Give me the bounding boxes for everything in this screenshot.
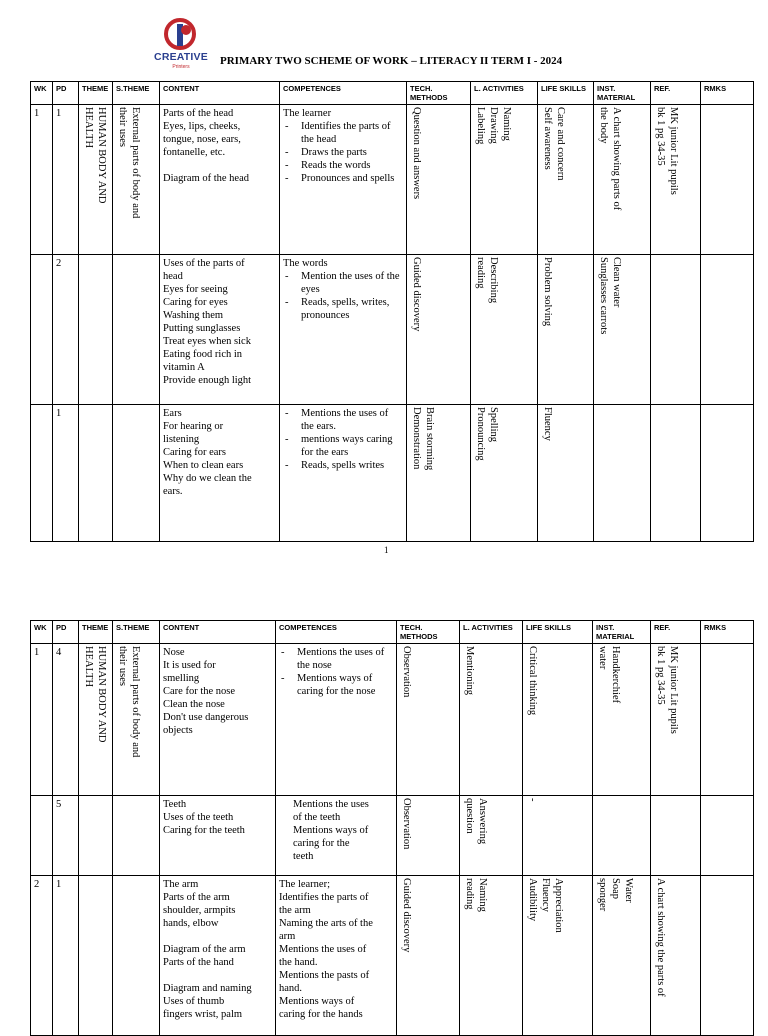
inst-material-cell [594,255,651,405]
table-row [31,644,754,796]
tech-methods-text: Observation [401,646,412,698]
col-header-tech-methods: TECH. METHODS [397,621,460,644]
col-header-stheme: S.THEME [113,82,160,105]
content-line: Eating food rich in [163,349,243,360]
pd-cell: 5 [53,796,79,876]
theme-text: HUMAN BODY AND HEALTH [83,107,107,204]
col-header-rmks: RMKS [701,621,754,644]
page-header [0,0,768,80]
ref-cell [651,105,701,255]
content-line: shoulder, armpits [163,905,236,916]
logo-subtitle: Printers [172,64,190,70]
table-row [31,405,754,542]
inst-material-cell [593,876,651,1036]
life-skills-cell [523,876,593,1036]
tech-methods-text: Observation [401,798,412,850]
activities-cell [460,644,523,796]
col-header-theme: THEME [79,82,113,105]
content-line: Ears [163,408,182,419]
tech-methods-text: Brain storming Demonstration [411,407,435,471]
activities-text: Mentioning [464,646,475,695]
content-line: Parts of the head [163,108,234,119]
col-header-pd: PD [53,621,79,644]
stheme-cell [113,796,160,876]
content-line: head [163,271,183,282]
tech-methods-cell [407,105,471,255]
scheme-table-1 [30,81,754,542]
ref-cell [651,644,701,796]
content-line: Parts of the arm [163,892,230,903]
activities-text: Naming reading [464,878,488,912]
life-skills-cell [538,255,594,405]
rmks-cell [701,876,754,1036]
activities-text: Naming Drawing Labeling [475,107,512,145]
inst-material-cell [594,405,651,542]
activities-text: Answering question [464,798,488,845]
content-line: Caring for the teeth [163,825,245,836]
ref-text: MK junior Lit pupils bk 1 pg 34-35 [655,646,679,734]
competence-line: the hand. [279,957,318,968]
competence-item: - Draws the parts [283,146,403,159]
content-line: Parts of the hand [163,957,234,968]
competence-line: The learner; [279,879,331,890]
life-skills-text: - [527,798,538,802]
competence-item: - Identifies the parts of the head [283,120,403,146]
content-line: When to clean ears [163,460,244,471]
col-header-inst-material: INST. MATERIAL [594,82,651,105]
col-header-tech-methods: TECH. METHODS [407,82,471,105]
ref-text: A chart showing the parts of [655,878,666,997]
tech-methods-cell [407,255,471,405]
col-header-life-skills: LIFE SKILLS [538,82,594,105]
tech-methods-text: Question and answers [411,107,422,200]
stheme-text: External parts of body and their uses [117,646,141,758]
content-line: hands, elbow [163,918,219,929]
pd-cell: 1 [53,876,79,1036]
competence-line: Naming the arts of the [279,918,373,929]
wk-cell [31,796,53,876]
competences-cell [276,876,397,1036]
competence-line: Mentions the pasts of [279,970,370,981]
competence-item: - Reads the words [283,159,403,172]
col-header-inst-material: INST. MATERIAL [593,621,651,644]
theme-text: HUMAN BODY AND HEALTH [83,646,107,743]
inst-material-cell [593,796,651,876]
competence-line: arm [279,931,296,942]
page-number: 1 [384,545,389,555]
competence-item: - Pronounces and spells [283,172,403,185]
content-line: Don't use dangerous [163,712,249,723]
stheme-cell [113,405,160,542]
competences-cell [276,644,397,796]
wk-cell: 2 [31,876,53,1036]
tech-methods-text: Guided discovery [411,257,422,332]
table-row [31,876,754,1036]
content-line: tongue, nose, ears, [163,134,241,145]
rmks-cell [701,796,754,876]
content-line: Diagram of the head [163,173,250,184]
content-line: Diagram and naming [163,983,252,994]
content-cell [160,796,276,876]
col-header-ref: REF. [651,82,701,105]
life-skills-text: Appreciation Fluency Audibility [527,878,564,933]
competence-item: - Reads, spells writes [283,459,403,472]
wk-cell [31,255,53,405]
wk-cell: 1 [31,644,53,796]
col-header-competences: COMPETENCES [280,82,407,105]
col-header-content: CONTENT [160,82,280,105]
competence-line: Mentions ways of [293,825,369,836]
content-line: The arm [163,879,199,890]
content-line: Clean the nose [163,699,225,710]
theme-cell [79,255,113,405]
competences-cell [280,255,407,405]
table-row [31,796,754,876]
theme-cell [79,105,113,255]
inst-material-cell [594,105,651,255]
tech-methods-cell [397,876,460,1036]
col-header-pd: PD [53,82,79,105]
logo-mark-icon [164,18,196,50]
logo-word: CREATIVE [154,51,208,63]
competence-item: - Reads, spells, writes, pronounces [283,296,403,322]
competence-line: of the teeth [293,812,341,823]
content-cell [160,405,280,542]
creative-printers-logo [150,18,212,70]
theme-cell [79,796,113,876]
activities-text: Describing reading [475,257,499,304]
ref-text: MK junior Lit pupils bk 1 pg 34-35 [655,107,679,195]
activities-cell [471,105,538,255]
competence-line: Identifies the parts of [279,892,369,903]
content-cell [160,105,280,255]
pd-cell: 1 [53,105,79,255]
content-line: Caring for ears [163,447,226,458]
inst-material-cell [593,644,651,796]
scheme-table-2 [30,620,754,1036]
content-line: fingers wrist, palm [163,1009,243,1020]
content-line: Caring for eyes [163,297,228,308]
life-skills-cell [523,796,593,876]
stheme-cell [113,105,160,255]
stheme-text: External parts of body and their uses [117,107,141,219]
inst-material-text: Handkerchief water [597,646,621,704]
table-header-row [31,621,754,644]
competence-line: teeth [293,851,314,862]
competence-line: caring for the [293,838,350,849]
content-cell [160,876,276,1036]
rmks-cell [701,405,754,542]
competence-list [279,646,393,698]
col-header-activities: L. ACTIVITIES [471,82,538,105]
col-header-activities: L. ACTIVITIES [460,621,523,644]
content-line: Provide enough light [163,375,252,386]
content-line: Teeth [163,799,187,810]
col-header-content: CONTENT [160,621,276,644]
col-header-rmks: RMKS [701,82,754,105]
competence-line: Mentions the uses of [279,944,367,955]
wk-cell: 1 [31,105,53,255]
pd-cell: 4 [53,644,79,796]
col-header-theme: THEME [79,621,113,644]
content-line: It is used for [163,660,216,671]
theme-cell [79,644,113,796]
col-header-wk: WK [31,621,53,644]
activities-cell [460,796,523,876]
tech-methods-cell [397,644,460,796]
competence-item: - mentions ways caring for the ears [283,433,403,459]
content-line: Eyes for seeing [163,284,228,295]
document-title: PRIMARY TWO SCHEME OF WORK – LITERACY II TERM I - 2024 [220,55,563,67]
ref-cell [651,405,701,542]
competence-item: - Mentions the uses of the ears. [283,407,403,433]
content-line [163,930,272,943]
col-header-competences: COMPETENCES [276,621,397,644]
rmks-cell [701,255,754,405]
pd-cell: 1 [53,405,79,542]
life-skills-text: Fluency [542,407,553,441]
content-line: listening [163,434,200,445]
col-header-stheme: S.THEME [113,621,160,644]
content-line [163,159,276,172]
inst-material-text: Clean water Sunglasses carrots [598,257,622,335]
pd-cell: 2 [53,255,79,405]
table-row [31,105,754,255]
content-line: Why do we clean the [163,473,252,484]
life-skills-cell [538,405,594,542]
content-line: Nose [163,647,185,658]
rmks-cell [701,644,754,796]
inst-material-text: A chart showing parts of the body [598,107,622,211]
competence-line: Mentions ways of [279,996,355,1007]
tech-methods-cell [407,405,471,542]
content-line: Eyes, lips, cheeks, [163,121,241,132]
competence-intro: The learner [283,108,332,119]
activities-cell [471,255,538,405]
competence-item: - Mentions the uses of the nose [279,646,393,672]
competences-cell [280,105,407,255]
content-line: Uses of thumb [163,996,225,1007]
life-skills-text: Care and concern Self awareness [542,107,566,181]
content-line: smelling [163,673,200,684]
content-line: ears. [163,486,183,497]
col-header-ref: REF. [651,621,701,644]
competence-list [283,270,403,322]
content-line: Uses of the parts of [163,258,245,269]
stheme-cell [113,644,160,796]
life-skills-cell [538,105,594,255]
content-line [163,969,272,982]
life-skills-cell [523,644,593,796]
table-header-row [31,82,754,105]
activities-cell [460,876,523,1036]
content-line: Putting sunglasses [163,323,241,334]
competences-cell [276,796,397,876]
tech-methods-text: Guided discovery [401,878,412,953]
stheme-cell [113,876,160,1036]
content-line: Washing them [163,310,224,321]
competence-list [283,120,403,185]
competence-list [283,407,403,472]
content-line: Treat eyes when sick [163,336,251,347]
competences-cell [280,405,407,542]
competence-line: the arm [279,905,311,916]
content-line: Diagram of the arm [163,944,246,955]
wk-cell [31,405,53,542]
table-row [31,255,754,405]
ref-cell [651,796,701,876]
competence-line: caring for the hands [279,1009,363,1020]
ref-cell [651,876,701,1036]
col-header-wk: WK [31,82,53,105]
col-header-life-skills: LIFE SKILLS [523,621,593,644]
inst-material-text: Water Soap sponger [597,878,634,912]
competence-item: - Mentions ways of caring for the nose [279,672,393,698]
tech-methods-cell [397,796,460,876]
content-line: Uses of the teeth [163,812,234,823]
life-skills-text: Critical thinking [527,646,538,716]
content-line: vitamin A [163,362,205,373]
stheme-cell [113,255,160,405]
content-cell [160,644,276,796]
theme-cell [79,876,113,1036]
competence-item: - Mention the uses of the eyes [283,270,403,296]
activities-cell [471,405,538,542]
competence-line: hand. [279,983,303,994]
content-cell [160,255,280,405]
life-skills-text: Problem solving [542,257,553,327]
content-line: For hearing or [163,421,224,432]
theme-cell [79,405,113,542]
content-line: Care for the nose [163,686,236,697]
competence-line: Mentions the uses [293,799,369,810]
content-line: fontanelle, etc. [163,147,226,158]
competence-intro: The words [283,258,328,269]
content-line: objects [163,725,193,736]
rmks-cell [701,105,754,255]
ref-cell [651,255,701,405]
activities-text: Spelling Pronouncing [475,407,499,461]
